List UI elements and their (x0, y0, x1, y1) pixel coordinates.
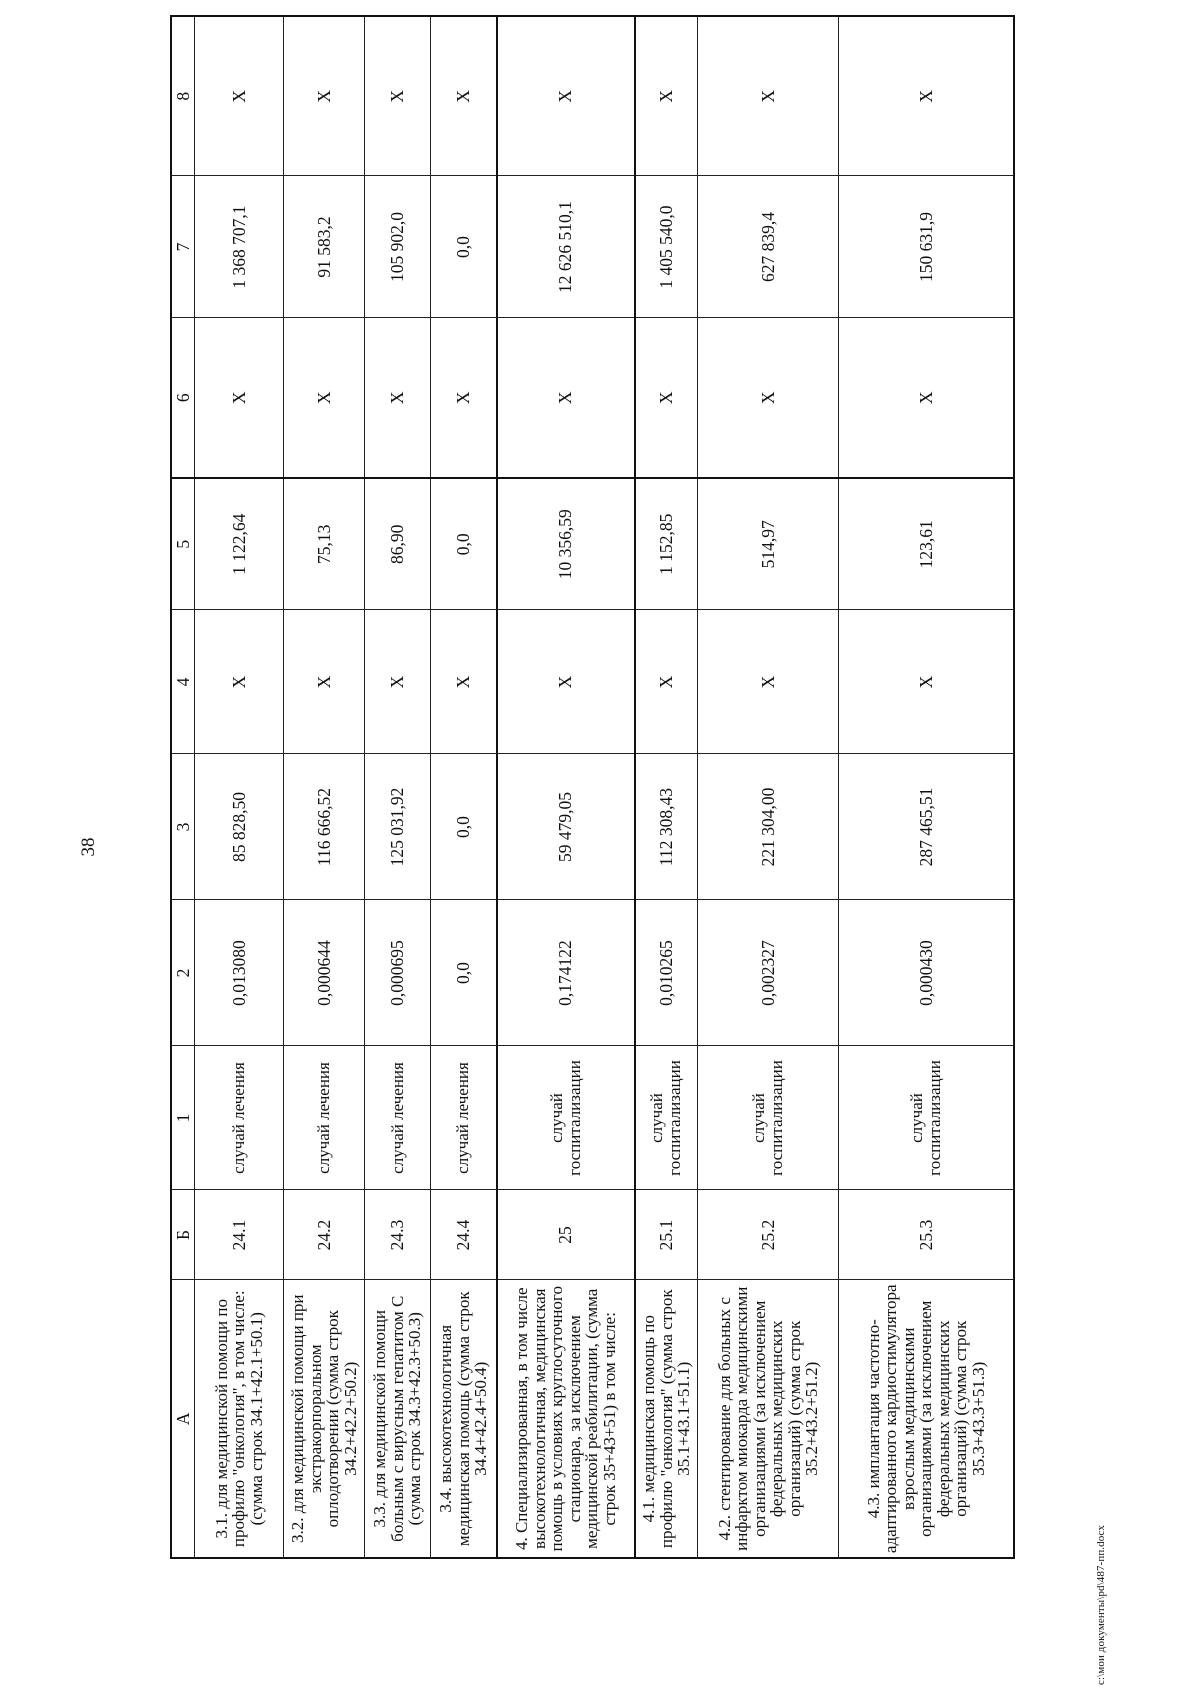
row-description: 4.1. медицинская помощь по профилю "онкология" (сумма строк 35.1+43.1+51.1) (635, 1280, 698, 1558)
value-cell: Х (365, 318, 431, 478)
value-cell: Х (284, 610, 365, 754)
value-cell: 123,61 (839, 478, 1014, 610)
value-cell: 1 152,85 (635, 478, 698, 610)
value-cell: 0,002327 (698, 900, 839, 1046)
row-description: 3.1. для медицинской помощи по профилю "онкология", в том числе: (сумма строк 34.1+42.1+50.1) (195, 1280, 284, 1558)
value-cell: 0,000644 (284, 900, 365, 1046)
value-cell: Х (195, 16, 284, 176)
column-header: 4 (171, 610, 195, 754)
row-description: 4.3. имплантация частотно-адаптированного кардиостимулятора взрослым медицинскими организациями (за исключением федеральных медицинских организаций) (сумма строк 35.3+43.3+51.3) (839, 1280, 1014, 1558)
column-header: Б (171, 1190, 195, 1280)
value-cell: Х (698, 610, 839, 754)
table-row (635, 16, 698, 1558)
line-number-cell: 24.3 (365, 1190, 431, 1280)
value-cell: 1 122,64 (195, 478, 284, 610)
value-cell: 0,013080 (195, 900, 284, 1046)
table-row (839, 16, 1014, 1558)
column-header: 3 (171, 754, 195, 900)
table-header-row (171, 16, 195, 1558)
unit-cell: случай госпитализации (698, 1046, 839, 1190)
value-cell: Х (284, 318, 365, 478)
value-cell: Х (497, 610, 635, 754)
value-cell: 0,0 (431, 176, 497, 318)
page-number: 38 (78, 837, 99, 857)
table-row (698, 16, 839, 1558)
column-header: 5 (171, 478, 195, 610)
value-cell: Х (284, 16, 365, 176)
value-cell: 514,97 (698, 478, 839, 610)
value-cell: 59 479,05 (497, 754, 635, 900)
value-cell: 221 304,00 (698, 754, 839, 900)
value-cell: Х (839, 318, 1014, 478)
value-cell: 86,90 (365, 478, 431, 610)
column-header: 2 (171, 900, 195, 1046)
value-cell: 0,000430 (839, 900, 1014, 1046)
value-cell: 0,0 (431, 754, 497, 900)
value-cell: 12 626 510,1 (497, 176, 635, 318)
value-cell: Х (635, 16, 698, 176)
value-cell: 287 465,51 (839, 754, 1014, 900)
value-cell: Х (839, 610, 1014, 754)
line-number-cell: 25.2 (698, 1190, 839, 1280)
unit-cell: случай госпитализации (497, 1046, 635, 1190)
value-cell: 91 583,2 (284, 176, 365, 318)
line-number-cell: 24.1 (195, 1190, 284, 1280)
value-cell: Х (497, 16, 635, 176)
value-cell: 627 839,4 (698, 176, 839, 318)
table-row (431, 16, 497, 1558)
value-cell: Х (195, 610, 284, 754)
value-cell: Х (431, 16, 497, 176)
unit-cell: случай лечения (284, 1046, 365, 1190)
row-description: 3.2. для медицинской помощи при экстракорпоральном оплодотворении (сумма строк 34.2+42.2+50.2) (284, 1280, 365, 1558)
value-cell: 105 902,0 (365, 176, 431, 318)
row-description: 4.2. стентирование для больных с инфарктом миокарда медицинскими организациями (за исключением федеральных медицинских организаций) (сумма строк 35.2+43.2+51.2) (698, 1280, 839, 1558)
unit-cell: случай лечения (431, 1046, 497, 1190)
value-cell: 0,0 (431, 900, 497, 1046)
column-header: 8 (171, 16, 195, 176)
value-cell: Х (698, 16, 839, 176)
value-cell: 125 031,92 (365, 754, 431, 900)
value-cell: Х (431, 318, 497, 478)
value-cell: 112 308,43 (635, 754, 698, 900)
table-row (365, 16, 431, 1558)
value-cell: Х (635, 610, 698, 754)
line-number-cell: 25 (497, 1190, 635, 1280)
unit-cell: случай госпитализации (839, 1046, 1014, 1190)
column-header: 6 (171, 318, 195, 478)
value-cell: 0,000695 (365, 900, 431, 1046)
row-description: 3.4. высокотехнологичная медицинская помощь (сумма строк 34.4+42.4+50.4) (431, 1280, 497, 1558)
value-cell: 0,010265 (635, 900, 698, 1046)
value-cell: Х (635, 318, 698, 478)
row-description: 4. Специализированная, в том числе высокотехнологичная, медицинская помощь в условиях круглосуточного стационара, за исключением медицинской реабилитации, (сумма строк 35+43+51) в том числе: (497, 1280, 635, 1558)
line-number-cell: 25.1 (635, 1190, 698, 1280)
table-row (284, 16, 365, 1558)
row-description: 3.3. для медицинской помощи больным с вирусным гепатитом С (сумма строк 34.3+42.3+50.3) (365, 1280, 431, 1558)
value-cell: Х (497, 318, 635, 478)
column-header: 7 (171, 176, 195, 318)
line-number-cell: 24.2 (284, 1190, 365, 1280)
value-cell: Х (839, 16, 1014, 176)
value-cell: Х (365, 16, 431, 176)
column-header: А (171, 1280, 195, 1558)
line-number-cell: 25.3 (839, 1190, 1014, 1280)
footer-file-path: c:\мои документы\pd\487-пп.docx (1095, 1525, 1107, 1685)
unit-cell: случай лечения (365, 1046, 431, 1190)
value-cell: Х (698, 318, 839, 478)
value-cell: 0,0 (431, 478, 497, 610)
value-cell: Х (195, 318, 284, 478)
value-cell: 0,174122 (497, 900, 635, 1046)
table-row (195, 16, 284, 1558)
data-table (170, 15, 1015, 1559)
value-cell: 150 631,9 (839, 176, 1014, 318)
table-row (497, 16, 635, 1558)
value-cell: 1 405 540,0 (635, 176, 698, 318)
unit-cell: случай госпитализации (635, 1046, 698, 1190)
column-header: 1 (171, 1046, 195, 1190)
unit-cell: случай лечения (195, 1046, 284, 1190)
table-body (195, 16, 1014, 1558)
line-number-cell: 24.4 (431, 1190, 497, 1280)
value-cell: Х (365, 610, 431, 754)
value-cell: 116 666,52 (284, 754, 365, 900)
value-cell: 10 356,59 (497, 478, 635, 610)
value-cell: 1 368 707,1 (195, 176, 284, 318)
value-cell: 75,13 (284, 478, 365, 610)
value-cell: 85 828,50 (195, 754, 284, 900)
value-cell: Х (431, 610, 497, 754)
